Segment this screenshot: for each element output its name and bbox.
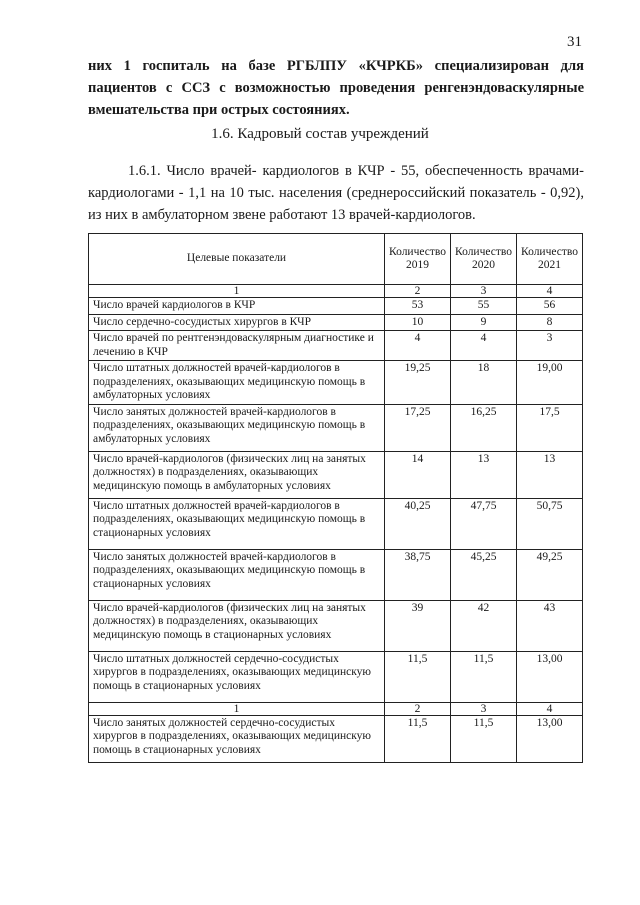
value-2019-cell: 40,25	[385, 498, 451, 549]
value-2019-cell: 11,5	[385, 651, 451, 702]
indicator-cell: Число врачей-кардиологов (физических лиц на занятых должностях) в подразделениях, оказывающих медицинскую помощь в амбулаторных условиях	[89, 451, 385, 498]
value-2020-cell: 42	[451, 600, 517, 651]
value-2020-cell: 47,75	[451, 498, 517, 549]
table-row	[89, 314, 583, 331]
value-2021-cell: 17,5	[517, 404, 583, 451]
header-2019: Количество 2019	[385, 234, 451, 285]
value-2019-cell: 11,5	[385, 715, 451, 762]
indicator-cell: Число занятых должностей сердечно-сосудистых хирургов в подразделениях, оказывающих медицинскую помощь в стационарных условиях	[89, 715, 385, 762]
value-2021-cell: 13,00	[517, 715, 583, 762]
indicator-cell: Число врачей по рентгенэндоваскулярным диагностике и лечению в КЧР	[89, 331, 385, 361]
value-2021-cell: 13	[517, 451, 583, 498]
header-2020: Количество 2020	[451, 234, 517, 285]
table-row	[89, 361, 583, 405]
table-row	[89, 331, 583, 361]
value-2019-cell: 10	[385, 314, 451, 331]
column-number-cell: 1	[89, 285, 385, 298]
table-row	[89, 498, 583, 549]
value-2020-cell: 11,5	[451, 715, 517, 762]
table-row	[89, 451, 583, 498]
column-number-cell: 2	[385, 285, 451, 298]
value-2021-cell: 50,75	[517, 498, 583, 549]
value-2020-cell: 11,5	[451, 651, 517, 702]
table-row	[89, 298, 583, 315]
value-2021-cell: 43	[517, 600, 583, 651]
value-2020-cell: 18	[451, 361, 517, 405]
table-header-row	[89, 234, 583, 285]
table-row	[89, 549, 583, 600]
value-2021-cell: 19,00	[517, 361, 583, 405]
value-2019-cell: 38,75	[385, 549, 451, 600]
value-2019-cell: 17,25	[385, 404, 451, 451]
table-row	[89, 715, 583, 762]
header-2021: Количество 2021	[517, 234, 583, 285]
header-indicator: Целевые показатели	[89, 234, 385, 285]
value-2021-cell: 13,00	[517, 651, 583, 702]
column-number-row	[89, 285, 583, 298]
intro-paragraph: них 1 госпиталь на базе РГБЛПУ «КЧРКБ» специализирован для пациентов с ССЗ с возможностью проведения ренгенэндоваскулярные вмешательства при острых состояниях.	[88, 58, 584, 118]
value-2021-cell: 3	[517, 331, 583, 361]
value-2021-cell: 49,25	[517, 549, 583, 600]
value-2019-cell: 14	[385, 451, 451, 498]
table-row	[89, 651, 583, 702]
value-2019-cell: 53	[385, 298, 451, 315]
indicator-cell: Число сердечно-сосудистых хирургов в КЧР	[89, 314, 385, 331]
section-title: 1.6. Кадровый состав учреждений	[211, 126, 429, 142]
value-2020-cell: 13	[451, 451, 517, 498]
column-number-cell: 2	[385, 702, 451, 715]
value-2020-cell: 45,25	[451, 549, 517, 600]
indicator-cell: Число штатных должностей сердечно-сосудистых хирургов в подразделениях, оказывающих медицинскую помощь в стационарных условиях	[89, 651, 385, 702]
column-number-cell: 3	[451, 285, 517, 298]
column-number-cell: 1	[89, 702, 385, 715]
indicator-cell: Число занятых должностей врачей-кардиологов в подразделениях, оказывающих медицинскую помощь в стационарных условиях	[89, 549, 385, 600]
value-2020-cell: 16,25	[451, 404, 517, 451]
value-2019-cell: 19,25	[385, 361, 451, 405]
value-2020-cell: 4	[451, 331, 517, 361]
table-row	[89, 600, 583, 651]
value-2021-cell: 8	[517, 314, 583, 331]
value-2019-cell: 39	[385, 600, 451, 651]
value-2020-cell: 9	[451, 314, 517, 331]
column-number-cell: 4	[517, 702, 583, 715]
staffing-table	[88, 233, 583, 763]
column-number-cell: 4	[517, 285, 583, 298]
value-2021-cell: 56	[517, 298, 583, 315]
table-row	[89, 404, 583, 451]
column-number-cell: 3	[451, 702, 517, 715]
indicator-cell: Число занятых должностей врачей-кардиологов в подразделениях, оказывающих медицинскую помощь в амбулаторных условиях	[89, 404, 385, 451]
value-2019-cell: 4	[385, 331, 451, 361]
column-number-row	[89, 702, 583, 715]
paragraph-1-6-1: 1.6.1. Число врачей- кардиологов в КЧР - 55, обеспеченность врачами-кардиологами - 1,1 на 10 тыс. населения (среднероссийский показатель - 0,92), из них в амбулаторном звене работают 13 врачей-кардиологов.	[88, 163, 584, 223]
indicator-cell: Число врачей кардиологов в КЧР	[89, 298, 385, 315]
page-number: 31	[567, 34, 582, 50]
value-2020-cell: 55	[451, 298, 517, 315]
indicator-cell: Число штатных должностей врачей-кардиологов в подразделениях, оказывающих медицинскую помощь в стационарных условиях	[89, 498, 385, 549]
indicator-cell: Число штатных должностей врачей-кардиологов в подразделениях, оказывающих медицинскую помощь в амбулаторных условиях	[89, 361, 385, 405]
indicator-cell: Число врачей-кардиологов (физических лиц на занятых должностях) в подразделениях, оказывающих медицинскую помощь в стационарных условиях	[89, 600, 385, 651]
